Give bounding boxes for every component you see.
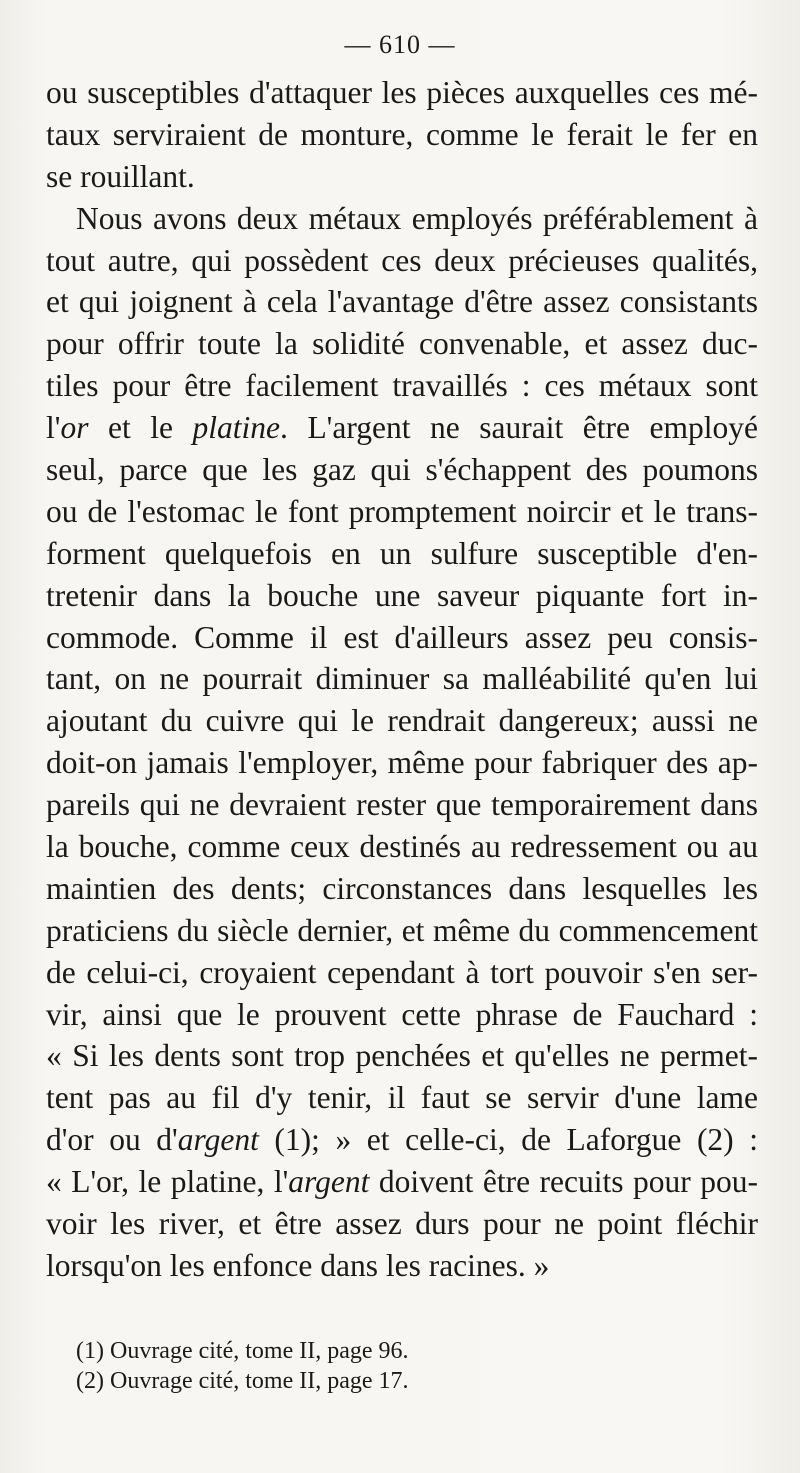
italic-word-argent: argent	[288, 1164, 370, 1200]
text-line: tout autre, qui possèdent ces deux précieuses qualités,	[46, 242, 758, 278]
text-line: forment quelquefois en un sulfure susceptible d'en-	[46, 535, 758, 571]
text-line	[46, 1119, 758, 1161]
text-segment: d'or ou d'	[46, 1122, 178, 1158]
text-line: la bouche, comme ceux destinés au redressement ou au	[46, 829, 758, 865]
text-line: tent pas au fil d'y tenir, il faut se servir d'une lame	[46, 1080, 758, 1116]
text-line: Nous avons deux métaux employés préférablement à	[76, 200, 758, 236]
text-line: ou de l'estomac le font promptement noircir et le trans-	[46, 493, 758, 529]
text-line: se rouillant.	[46, 158, 195, 194]
text-line: « Si les dents sont trop penchées et qu'elles ne permet-	[46, 1038, 758, 1074]
text-line: maintien des dents; circonstances dans lesquelles les	[46, 870, 758, 906]
text-line: pareils qui ne devraient rester que temporairement dans	[46, 787, 758, 823]
text-segment: l'	[46, 410, 61, 446]
text-segment: doivent être recuits pour pou-	[369, 1164, 758, 1200]
footnotes	[76, 1336, 756, 1396]
text-line: taux serviraient de monture, comme le ferait le fer en	[46, 116, 758, 152]
text-line	[46, 407, 758, 449]
italic-word-platine: platine	[192, 410, 281, 446]
text-segment: (1); » et celle-ci, de Laforgue (2) :	[258, 1122, 759, 1158]
text-line: tiles pour être facilement travaillés : ces métaux sont	[46, 368, 758, 404]
text-line: doit-on jamais l'employer, même pour fabriquer des ap-	[46, 745, 758, 781]
body-text	[46, 72, 758, 1287]
text-line: ou susceptibles d'attaquer les pièces auxquelles ces mé-	[46, 75, 758, 110]
text-line: lorsqu'on les enfonce dans les racines. »	[46, 1247, 550, 1283]
text-line: seul, parce que les gaz qui s'échappent des poumons	[46, 452, 758, 488]
text-line	[46, 1161, 758, 1203]
text-segment: . L'argent ne saurait être employé	[280, 410, 758, 446]
text-line: vir, ainsi que le prouvent cette phrase de Fauchard :	[46, 996, 758, 1032]
text-line: et qui joignent à cela l'avantage d'être assez consistants	[46, 284, 758, 320]
text-line: commode. Comme il est d'ailleurs assez peu consis-	[46, 619, 758, 655]
text-segment: « L'or, le platine, l'	[46, 1164, 289, 1200]
text-line: praticiens du siècle dernier, et même du commencement	[46, 912, 758, 948]
footnote: (2) Ouvrage cité, tome II, page 17.	[76, 1368, 409, 1394]
text-line: voir les river, et être assez durs pour ne point fléchir	[46, 1206, 758, 1242]
text-line: pour offrir toute la solidité convenable, et assez duc-	[46, 326, 758, 362]
text-line: tretenir dans la bouche une saveur piquante fort in-	[46, 577, 758, 613]
text-line: tant, on ne pourrait diminuer sa malléabilité qu'en lui	[46, 661, 758, 697]
page-number: — 610 —	[344, 30, 456, 59]
italic-word-argent: argent	[177, 1122, 259, 1158]
text-segment: et le	[88, 410, 193, 446]
text-line: de celui-ci, croyaient cependant à tort pouvoir s'en ser-	[46, 954, 758, 990]
italic-word-or: or	[60, 410, 89, 446]
text-line: ajoutant du cuivre qui le rendrait dangereux; aussi ne	[46, 703, 758, 739]
footnote: (1) Ouvrage cité, tome II, page 96.	[76, 1338, 409, 1364]
